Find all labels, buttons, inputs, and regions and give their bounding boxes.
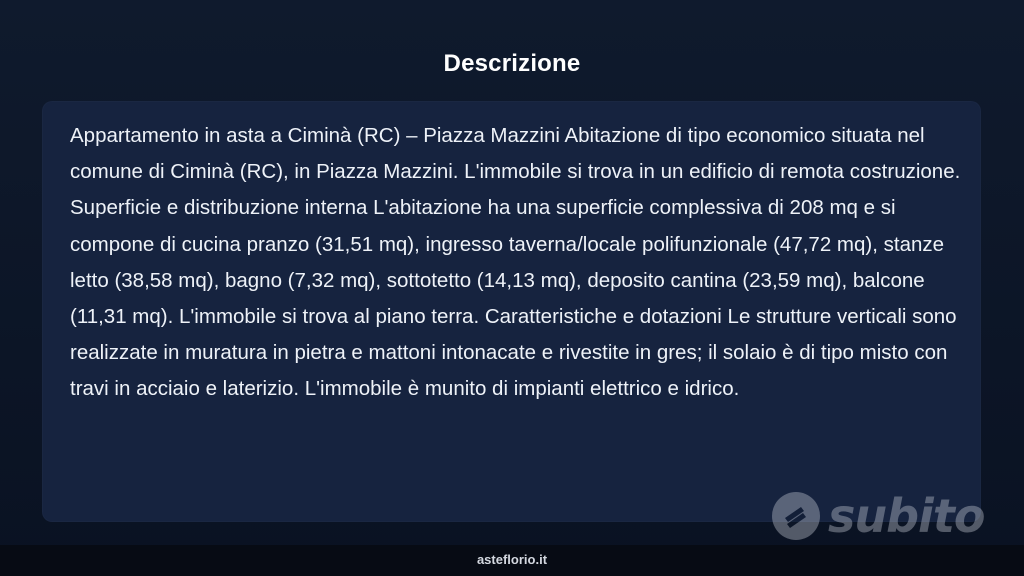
subito-watermark-text: subito (828, 489, 985, 543)
section-title: Descrizione (443, 50, 581, 77)
footer-site-text: asteflorio.it (476, 552, 548, 567)
listing-description: Appartamento in asta a Ciminà (RC) – Piazza Mazzini Abitazione di tipo economico situata nel comune di Ciminà (RC), in Piazza Mazzini. L'immobile si trova in un edificio di remota costruzione. Superficie e distribuzione interna L'abitazione ha una superficie complessiva di 208 mq e si compone di cucina pranzo (31,51 mq), ingresso taverna/locale polifunzionale (47,72 mq), stanze letto (38,58 mq), bagno (7,32 mq), sottotetto (14,13 mq), deposito cantina (23,59 mq), balcone (11,31 mq). L'immobile si trova al piano terra. Caratteristiche e dotazioni Le strutture verticali sono realizzate in muratura in pietra e mattoni intonacate e rivestite in gres; il solaio è di tipo misto con travi in acciaio e laterizio. L'immobile è munito di impianti elettrico e idrico. (70, 124, 961, 401)
